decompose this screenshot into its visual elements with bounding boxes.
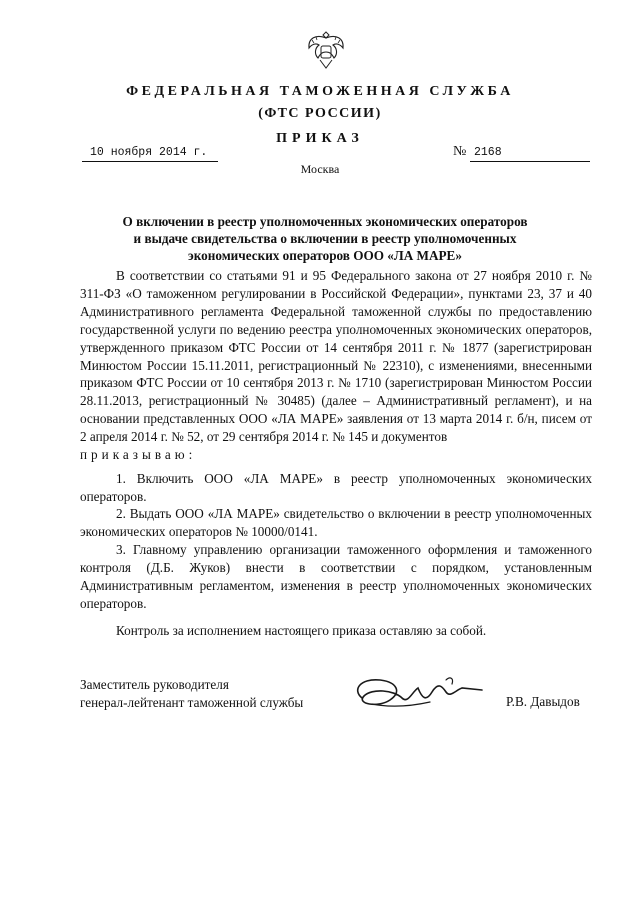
subject-line: экономических операторов ООО «ЛА МАРЕ» xyxy=(188,248,462,263)
signatory-title-line: Заместитель руководителя xyxy=(80,677,229,692)
document-type-title: ПРИКАЗ xyxy=(276,131,364,146)
control-clause: Контроль за исполнением настоящего приказа оставляю за собой. xyxy=(116,623,487,638)
subject-line: и выдаче свидетельства о включении в реестр уполномоченных xyxy=(133,231,517,246)
agency-abbreviation: (ФТС РОССИИ) xyxy=(258,106,382,121)
order-item-1: 1. Включить ООО «ЛА МАРЕ» в реестр уполномоченных экономических операторов. xyxy=(80,471,592,504)
coat-of-arms-icon xyxy=(306,28,346,72)
handwritten-signature xyxy=(342,668,492,720)
agency-name: ФЕДЕРАЛЬНАЯ ТАМОЖЕННАЯ СЛУЖБА xyxy=(126,84,514,99)
city: Москва xyxy=(300,162,340,176)
order-number: 2168 xyxy=(474,146,502,159)
order-date: 10 ноября 2014 г. xyxy=(90,146,208,159)
signatory-title-line: генерал-лейтенант таможенной службы xyxy=(80,695,304,710)
signatory-title xyxy=(80,676,360,712)
order-item-3: 3. Главному управлению организации таможенного оформления и таможенного контроля (Д.Б. Жуков) внести в соответствии с порядком, установленным Административным регламентом, изменения в реестр уполномоченных экономических операторов. xyxy=(80,542,592,611)
preamble-text: В соответствии со статьями 91 и 95 Федерального закона от 27 ноября 2010 г. № 311-ФЗ «О таможенном регулировании в Российской Федерации», пунктами 23, 37 и 40 Административного регламента Федеральной таможенной службы по предоставлению государственной услуги по ведению реестра уполномоченных экономических операторов, утвержденного приказом ФТС России от 14 сентября 2011 г. № 1877 (зарегистрирован Минюстом России 15.11.2011, регистрационный № 22310), с изменениями, внесенными приказом ФТС России от 10 сентября 2013 г. № 1710 (зарегистрирован Минюстом России 28.11.2013, регистрационный № 30485) (далее – Административный регламент), и на основании представленных ООО «ЛА МАРЕ» заявления от 13 марта 2014 г. б/н, писем от 2 апреля 2014 г. № 52, от 29 сентября 2014 г. № 145 и документов xyxy=(80,268,592,445)
order-item-2: 2. Выдать ООО «ЛА МАРЕ» свидетельство о включении в реестр уполномоченных экономических операторов № 10000/0141. xyxy=(80,506,592,539)
number-sign: № xyxy=(453,144,467,159)
signatory-name: Р.В. Давыдов xyxy=(506,694,580,709)
preamble-paragraph xyxy=(80,267,592,464)
order-subject xyxy=(90,213,560,264)
order-word: приказываю: xyxy=(80,447,197,463)
subject-line: О включении в реестр уполномоченных экономических операторов xyxy=(122,214,528,229)
